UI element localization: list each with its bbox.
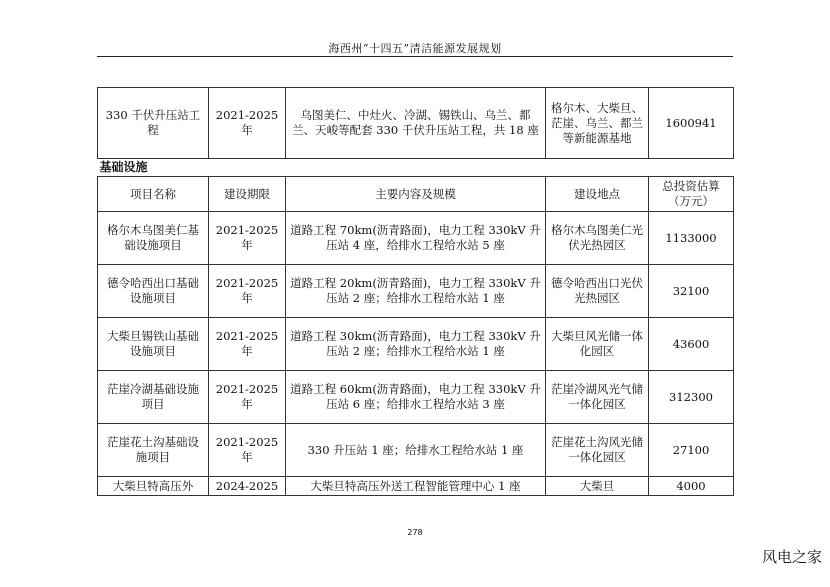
investment-cell: 32100 bbox=[649, 265, 734, 318]
table-row bbox=[98, 88, 734, 159]
location-cell: 茫崖冷湖风光气储一体化园区 bbox=[546, 371, 649, 424]
investment-cell: 312300 bbox=[649, 371, 734, 424]
period-cell: 2024-2025 bbox=[209, 477, 286, 496]
location-cell: 茫崖花土沟风光储一体化园区 bbox=[546, 424, 649, 477]
section-row bbox=[98, 159, 734, 177]
project-name-cell: 大柴旦特高压外 bbox=[98, 477, 209, 496]
column-header-investment: 总投资估算（万元） bbox=[649, 177, 734, 212]
investment-cell: 1600941 bbox=[649, 88, 734, 159]
table-row bbox=[98, 265, 734, 318]
project-name-cell: 330 千伏升压站工程 bbox=[98, 88, 209, 159]
content-cell: 330 升压站 1 座；给排水工程给水站 1 座 bbox=[286, 424, 546, 477]
column-header-period: 建设期限 bbox=[209, 177, 286, 212]
table-row bbox=[98, 212, 734, 265]
investment-cell: 43600 bbox=[649, 318, 734, 371]
project-name-cell: 格尔木乌图美仁基础设施项目 bbox=[98, 212, 209, 265]
header-rule bbox=[97, 56, 733, 57]
content-cell: 乌图美仁、中灶火、冷湖、锡铁山、乌兰、都兰、天峻等配套 330 千伏升压站工程，共 18 座 bbox=[286, 88, 546, 159]
column-header-location: 建设地点 bbox=[546, 177, 649, 212]
content-cell: 大柴旦特高压外送工程智能管理中心 1 座 bbox=[286, 477, 546, 496]
location-cell: 大柴旦风光储一体化园区 bbox=[546, 318, 649, 371]
table-row bbox=[98, 477, 734, 496]
table-row bbox=[98, 424, 734, 477]
location-cell: 格尔木乌图美仁光伏光热园区 bbox=[546, 212, 649, 265]
project-name-cell: 德令哈西出口基础设施项目 bbox=[98, 265, 209, 318]
page-header-title: 海西州“十四五”清洁能源发展规划 bbox=[328, 42, 502, 55]
period-cell: 2021-2025 年 bbox=[209, 318, 286, 371]
location-cell: 格尔木、大柴旦、茫崖、乌兰、都兰等新能源基地 bbox=[546, 88, 649, 159]
period-cell: 2021-2025 年 bbox=[209, 265, 286, 318]
project-name-cell: 茫崖花土沟基础设施项目 bbox=[98, 424, 209, 477]
column-header-content: 主要内容及规模 bbox=[286, 177, 546, 212]
period-cell: 2021-2025 年 bbox=[209, 371, 286, 424]
investment-cell: 4000 bbox=[649, 477, 734, 496]
investment-cell: 27100 bbox=[649, 424, 734, 477]
column-header-name: 项目名称 bbox=[98, 177, 209, 212]
table-header-row bbox=[98, 177, 734, 212]
table-row bbox=[98, 371, 734, 424]
table-row bbox=[98, 318, 734, 371]
project-name-cell: 茫崖冷湖基础设施项目 bbox=[98, 371, 209, 424]
investment-cell: 1133000 bbox=[649, 212, 734, 265]
document-body bbox=[97, 87, 733, 496]
content-cell: 道路工程 70km(沥青路面)，电力工程 330kV 升压站 4 座，给排水工程给水站 5 座 bbox=[286, 212, 546, 265]
content-cell: 道路工程 60km(沥青路面)，电力工程 330kV 升压站 6 座；给排水工程给水站 3 座 bbox=[286, 371, 546, 424]
section-title: 基础设施 bbox=[98, 159, 734, 177]
project-name-cell: 大柴旦锡铁山基础设施项目 bbox=[98, 318, 209, 371]
page-number: 278 bbox=[407, 528, 423, 537]
content-cell: 道路工程 20km(沥青路面)，电力工程 330kV 升压站 2 座；给排水工程给水站 1 座 bbox=[286, 265, 546, 318]
watermark-text: 风电之家 bbox=[761, 548, 822, 566]
location-cell: 德令哈西出口光伏光热园区 bbox=[546, 265, 649, 318]
projects-table bbox=[97, 87, 734, 496]
content-cell: 道路工程 30km(沥青路面)，电力工程 330kV 升压站 2 座；给排水工程给水站 1 座 bbox=[286, 318, 546, 371]
period-cell: 2021-2025 年 bbox=[209, 424, 286, 477]
period-cell: 2021-2025 年 bbox=[209, 212, 286, 265]
location-cell: 大柴旦 bbox=[546, 477, 649, 496]
period-cell: 2021-2025 年 bbox=[209, 88, 286, 159]
